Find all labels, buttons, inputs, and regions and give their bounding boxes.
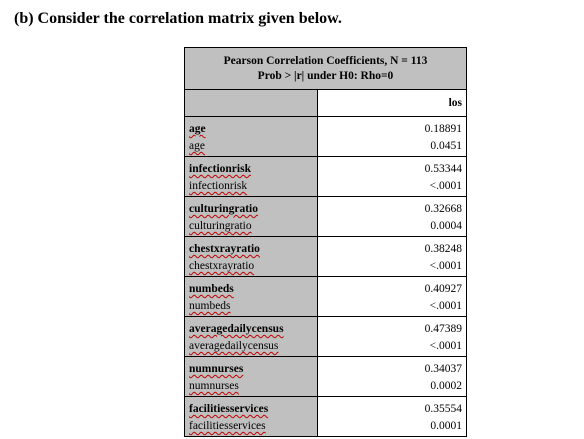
corner-cell (185, 90, 318, 117)
variable-name: culturingratio (189, 203, 258, 215)
p-value: 0.0002 (430, 380, 462, 392)
row-header (185, 317, 318, 357)
question-heading: (b) Consider the correlation matrix given below. (14, 10, 342, 27)
variable-name: infectionrisk (189, 163, 251, 175)
p-value: 0.0004 (430, 220, 462, 232)
correlation-value: 0.18891 (424, 123, 462, 135)
variable-name-secondary: numnurses (189, 380, 239, 392)
correlation-value: 0.38248 (424, 243, 462, 255)
table-row (185, 157, 467, 197)
p-value: <.0001 (429, 340, 462, 352)
caption-line-1: Pearson Correlation Coefficients, N = 113 (223, 54, 428, 67)
row-header (185, 277, 318, 317)
row-header (185, 197, 318, 237)
variable-name: chestxrayratio (189, 243, 260, 255)
variable-name: averagedailycensus (189, 323, 284, 335)
variable-name: numnurses (189, 363, 244, 375)
p-value: <.0001 (429, 180, 462, 192)
table-row (185, 397, 467, 437)
table-row (185, 197, 467, 237)
row-header (185, 357, 318, 397)
table-row (185, 357, 467, 397)
correlation-value: 0.40927 (424, 283, 462, 295)
table-row (185, 237, 467, 277)
row-header (185, 397, 318, 437)
correlation-value: 0.53344 (424, 163, 462, 175)
caption-line-2: Prob > |r| under H0: Rho=0 (257, 69, 394, 82)
p-value: 0.0451 (430, 140, 462, 152)
variable-name-secondary: averagedailycensus (189, 340, 279, 352)
correlation-value: 0.34037 (424, 363, 462, 375)
value-cell (318, 237, 467, 277)
table-row (185, 277, 467, 317)
variable-name-secondary: age (189, 140, 205, 152)
row-header (185, 237, 318, 277)
variable-name: facilitiesservices (189, 403, 269, 415)
value-cell (318, 277, 467, 317)
value-cell (318, 357, 467, 397)
p-value: <.0001 (429, 300, 462, 312)
correlation-value: 0.35554 (424, 403, 462, 415)
variable-name-secondary: facilitiesservices (189, 420, 266, 432)
correlation-table (184, 47, 467, 437)
variable-name-secondary: numbeds (189, 300, 231, 312)
variable-name-secondary: chestxrayratio (189, 260, 255, 272)
table-row (185, 117, 467, 157)
column-header-los: los (318, 90, 467, 117)
table-caption (185, 48, 467, 90)
value-cell (318, 117, 467, 157)
variable-name: age (189, 123, 206, 135)
value-cell (318, 397, 467, 437)
correlation-value: 0.47389 (424, 323, 462, 335)
variable-name-secondary: culturingratio (189, 220, 252, 232)
variable-name: numbeds (189, 283, 234, 295)
table-row (185, 317, 467, 357)
value-cell (318, 157, 467, 197)
row-header (185, 157, 318, 197)
p-value: <.0001 (429, 260, 462, 272)
value-cell (318, 197, 467, 237)
p-value: 0.0001 (430, 420, 462, 432)
row-header (185, 117, 318, 157)
value-cell (318, 317, 467, 357)
correlation-value: 0.32668 (424, 203, 462, 215)
variable-name-secondary: infectionrisk (189, 180, 248, 192)
